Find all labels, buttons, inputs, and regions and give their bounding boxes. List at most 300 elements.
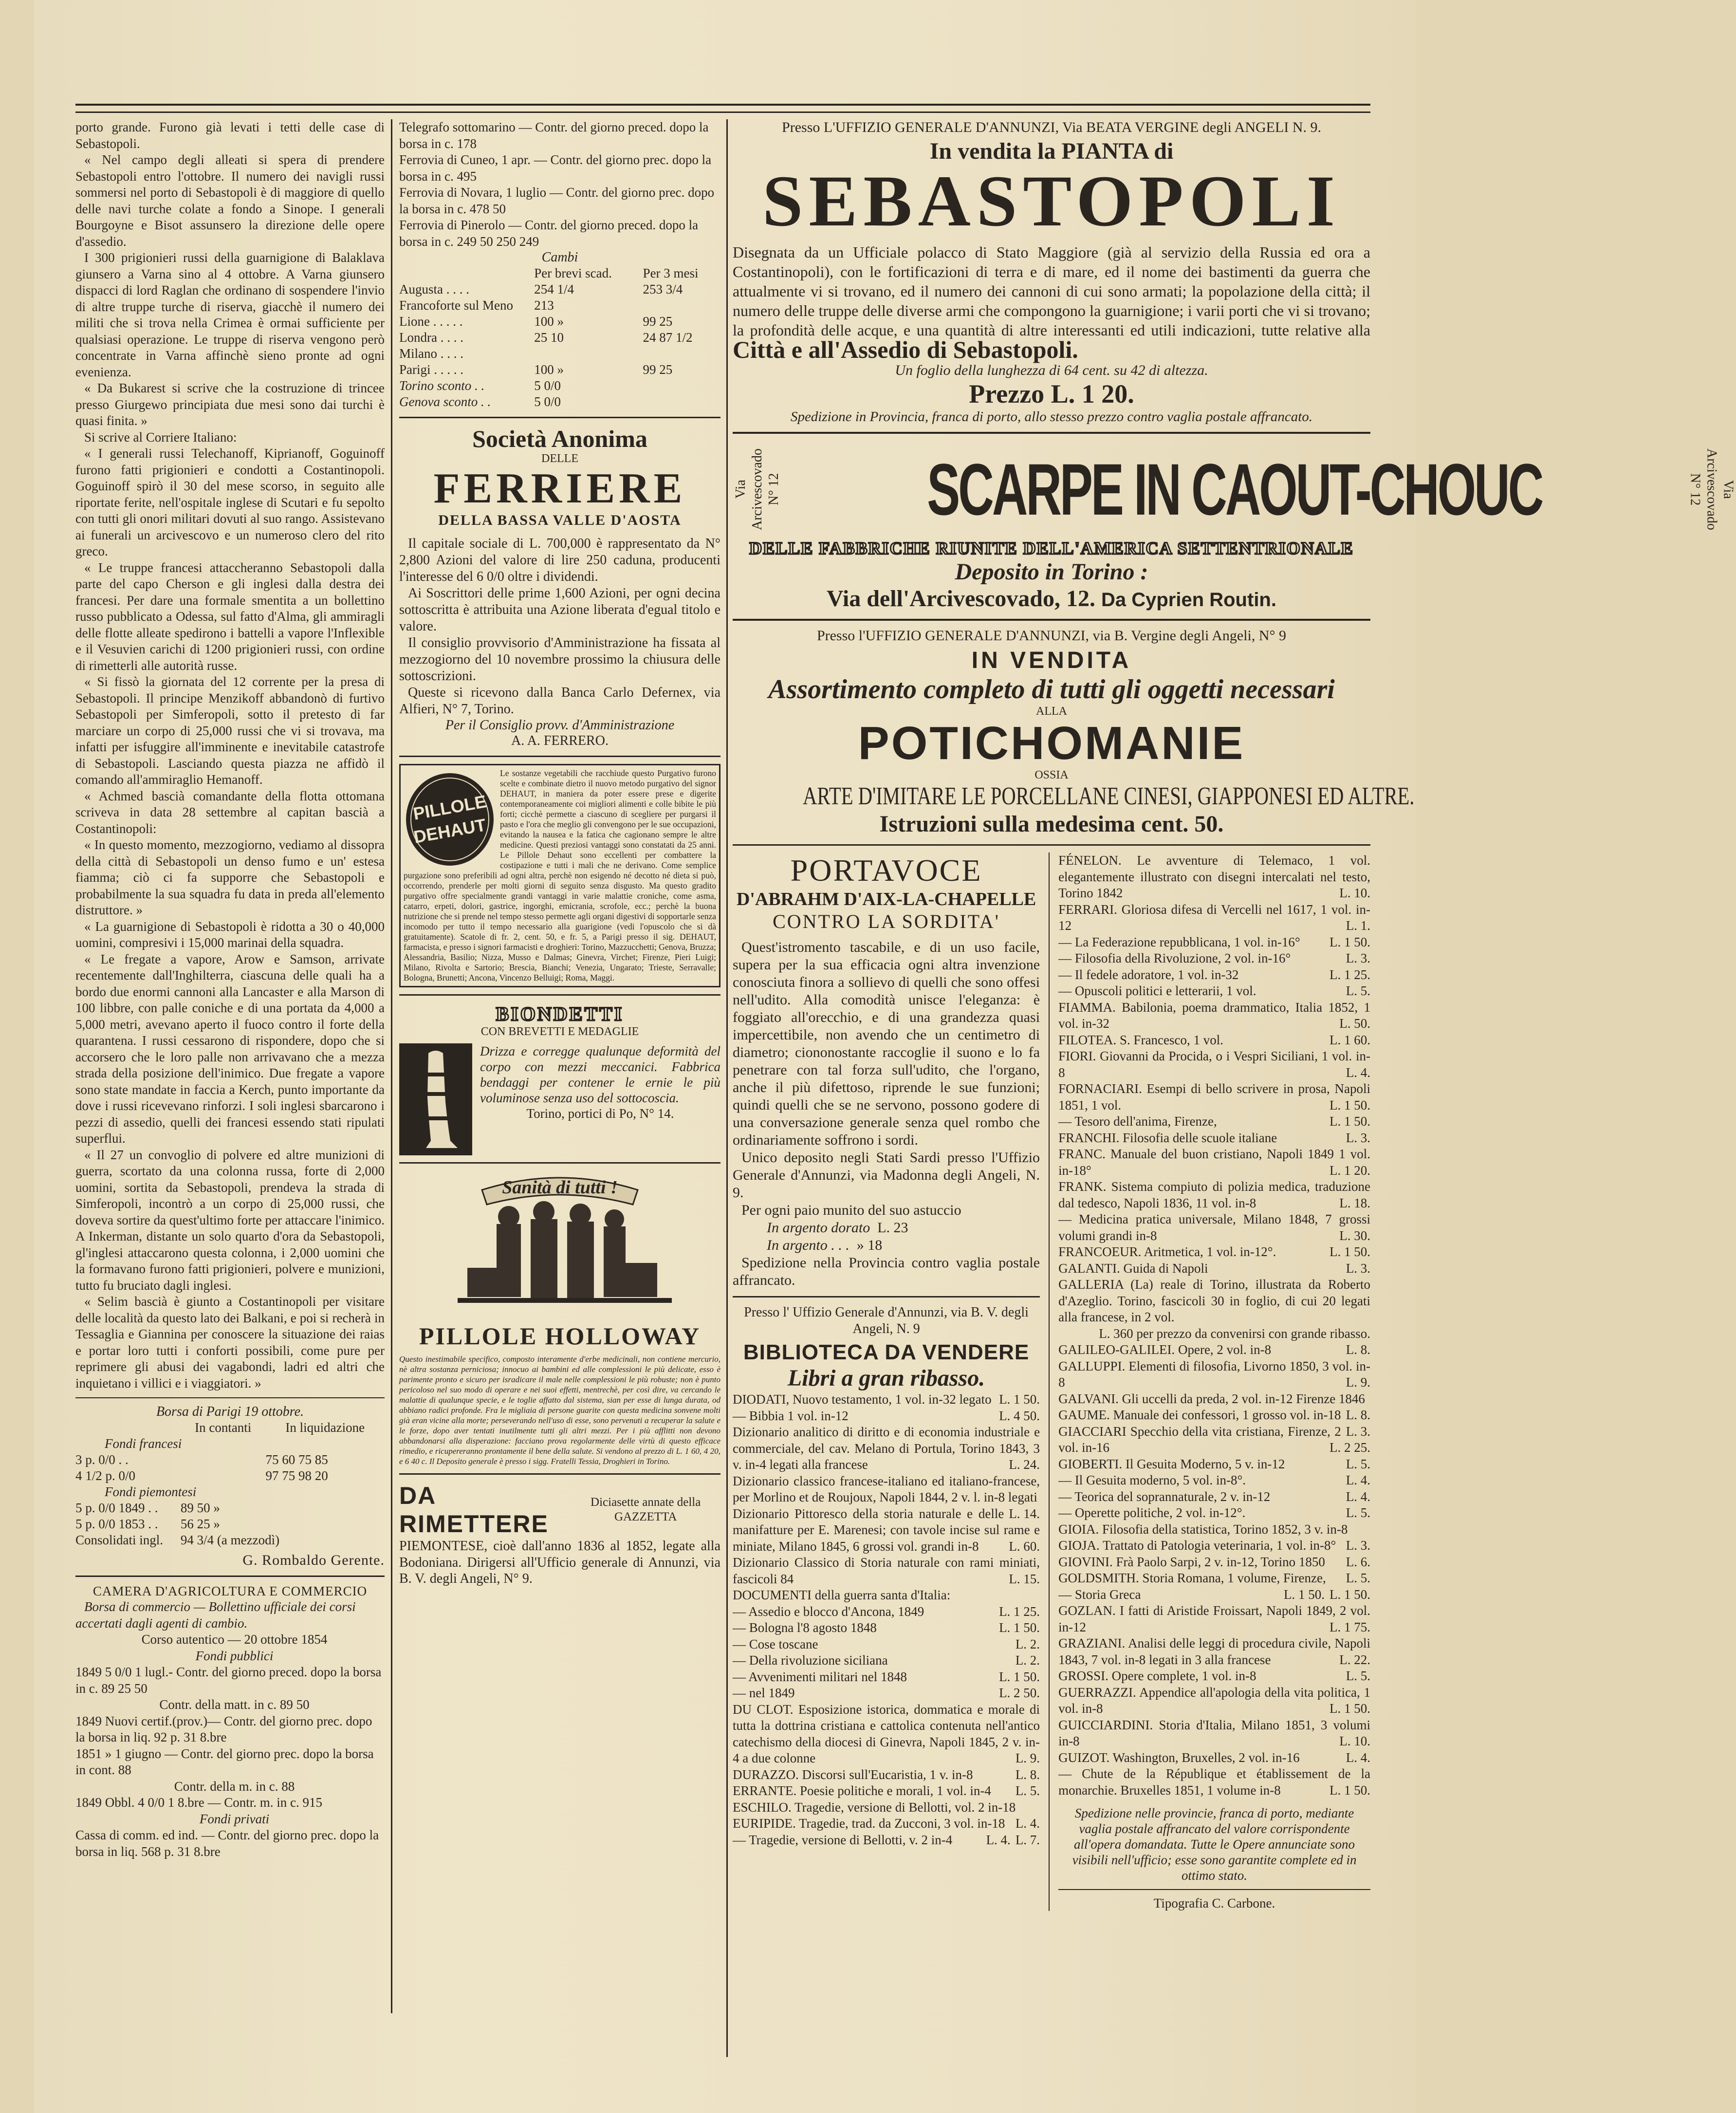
book-title: — nel 1849 xyxy=(733,1686,795,1700)
book-title: GALLUPPI. Elementi di filosofia, Livorno 1850, 3 vol. in-8 xyxy=(1058,1358,1370,1390)
paragraph: « Si fissò la giornata del 12 corrente per la presa di Sebastopoli. Il principe Menzikoff abbandonò di furtivo Sebastopoli per Simferopoli, sotto il pretesto di far marciare un corpo di 25,000 russi che vi si trovava, ma infatti per isfuggire all'imminente e inevitabile catastrofe di Sebastopoli. Lasciando questa piazza ne affidò il comando all'ammiraglio Hemanoff. xyxy=(75,674,385,787)
scarpe-subtitle: DELLE FABBRICHE RIUNITE DELL'AMERICA SETTENTRIONALE xyxy=(749,538,1354,558)
book-entry xyxy=(733,1408,1040,1425)
poti-istruzioni: Istruzioni sulla medesima cent. 50. xyxy=(879,811,1224,837)
book-entry xyxy=(1058,1146,1370,1179)
book-title: GIOVINI. Frà Paolo Sarpi, 2 v. in-12, Torino 1850 xyxy=(1058,1554,1325,1569)
paragraph: « I generali russi Telechanoff, Kiprianoff, Goguinoff furono fatti prigionieri e condotti a Costantinopoli. Goguinoff spirò il 30 del mese scorso, in seguito alle riportate ferite, nell'ospitale inglese di Scutari e fu sepolto con tutti gli onori militari dovuti al suo rango. Assistevano ai funerali un arcivescovo e un numeroso clero del rito greco. xyxy=(75,446,385,558)
book-entry xyxy=(1058,1505,1370,1521)
book-title: FILOTEA. S. Francesco, 1 vol. xyxy=(1058,1032,1224,1047)
paragraph: Ai Soscrittori delle prime 1,600 Azioni, per ogni decina sottoscritta è attribuita una Azione liberata d'egual titolo e valore. xyxy=(399,586,720,634)
book-entry xyxy=(1058,967,1370,983)
book-entry xyxy=(1058,1750,1370,1766)
header-rule xyxy=(75,104,1370,113)
book-price: L. 1 60. xyxy=(1330,1032,1370,1047)
book-title: GRAZIANI. Analisi delle leggi di procedura civile, Napoli 1843, 7 vol. in-8 legati in 3 alla francese xyxy=(1058,1636,1370,1667)
book-price: L. 4. xyxy=(1015,1816,1040,1831)
ferriere-title-2: DELLE xyxy=(541,452,578,465)
book-price: L. 10. xyxy=(1339,1734,1370,1748)
cell: 24 87 1/2 xyxy=(643,330,693,345)
book-price: L. 30. xyxy=(1339,1228,1370,1243)
office-line: Presso L'UFFIZIO GENERALE D'ANNUNZI, Via BEATA VERGINE degli ANGELI N. 9. xyxy=(782,119,1321,135)
book-price: L. 2 25. xyxy=(1330,1440,1370,1455)
price-value: L. 23 xyxy=(877,1220,908,1236)
portavoce-body xyxy=(733,939,1040,1289)
orthopedic-leg-icon xyxy=(399,1043,472,1155)
paragraph: « Le fregate a vapore, Arow e Samson, arrivate recentemente dall'Inghilterra, ciascuna delle quali ha a bordo due enormi cannoni alla Lancaster e alla Marson di 100 libbre, con palle coniche e di una portata da 4,000 a 5,000 metri, avevano aperto il fuoco contro il forte della quarantena. I russi cessarono di rispondere, dopo che si accorsero che le loro palle non arrivavano che a mezza strada della posizione dell'inimico. Due fregate a vapore sono state mandate in faccia a Kerch, punto importante da dove i russi ricevevano rinforzi. I soli inglesi sbarcarono i pezzi di assedio, quelli dei francesi essendo stati ripulati superflui. xyxy=(75,951,385,1146)
rimettere-text: PIEMONTESE, cioè dall'anno 1836 al 1852, legate alla Bodoniana. Dirigersi all'Ufficio generale di Annunzi, via B. V. degli Angeli, N° 9. xyxy=(399,1538,720,1586)
book-title: GOLDSMITH. Storia Romana, 1 volume, Firenze, xyxy=(1058,1571,1326,1585)
table-row xyxy=(399,314,720,330)
book-entry xyxy=(1058,1113,1370,1130)
book-entry xyxy=(1058,1048,1370,1081)
book-title: — Della rivoluzione siciliana xyxy=(733,1653,888,1668)
divider xyxy=(733,844,1370,846)
book-price: L. 6. xyxy=(1346,1554,1370,1569)
book-price: L. 8. xyxy=(1346,1408,1370,1422)
book-entry xyxy=(1058,950,1370,967)
paragraph: « Le truppe francesi attaccheranno Sebastopoli dalla parte del capo Cherson e gli inglesi dalla destra dei francesi. Per dare una formale smentita a un bollettino russo pubblicato a Odessa, sul fatto d'Alma, gli ammiragli delle flotte alleate spedirono i battelli a vapore l'Inflexible e il Vesuvien carichi di 1200 prigionieri russi, con ordine di rimetterli alle autorità russe. xyxy=(75,560,385,673)
cell: Milano . . . . xyxy=(399,346,463,361)
portavoce-sub2: CONTRO LA SORDITA' xyxy=(773,910,1000,932)
book-entry xyxy=(733,1652,1040,1669)
line: Contr. della m. in c. 88 xyxy=(174,1779,295,1794)
book-entry xyxy=(733,1669,1040,1686)
book-price: L. 8. xyxy=(1015,1767,1040,1782)
book-entry xyxy=(1058,1668,1370,1685)
ferriere-sign-name: A. A. FERRERO. xyxy=(511,733,609,748)
book-title: GALLERIA (La) reale di Torino, illustrata da Roberto d'Azeglio. Torino, fascicoli 30 in foglio, di cui 20 legati alla francese, in 2 vol. xyxy=(1058,1277,1370,1324)
book-entry xyxy=(733,1702,1040,1767)
pianta-title: SEBASTOPOLI xyxy=(762,161,1341,241)
book-title: — Cose toscane xyxy=(733,1636,818,1651)
cell xyxy=(534,346,643,362)
book-entry xyxy=(1058,1179,1370,1211)
book-entry xyxy=(733,1587,1040,1604)
cell xyxy=(181,1468,266,1484)
book-entry xyxy=(1058,902,1370,934)
ads-column-middle xyxy=(399,119,720,2067)
book-price: L. 8. xyxy=(1346,1342,1370,1357)
book-title: FIORI. Giovanni da Procida, o i Vespri Siciliani, 1 vol. in-8 xyxy=(1058,1049,1370,1080)
book-price: L. 1 25. xyxy=(1330,967,1370,982)
book-entry xyxy=(1058,1211,1370,1244)
book-price: L. 4. xyxy=(1346,1489,1370,1504)
poti-arte: ARTE D'IMITARE LE PORCELLANE CINESI, GIAPPONESI ED ALTRE. xyxy=(803,782,1415,810)
book-entry xyxy=(1058,1407,1370,1439)
book-title: DURAZZO. Discorsi sull'Eucaristia, 1 v. in-8 xyxy=(733,1767,973,1782)
book-entry xyxy=(1058,1277,1370,1341)
cell xyxy=(266,1500,385,1516)
cell xyxy=(181,1452,266,1468)
cell: 5 p. 0/0 1853 . . xyxy=(75,1517,158,1531)
book-title: GALILEO-GALILEI. Opere, 2 vol. in-8 xyxy=(1058,1342,1272,1357)
table-row xyxy=(399,346,720,362)
book-title: GOZLAN. I fatti di Aristide Froissart, Napoli 1849, 2 vol. in-12 xyxy=(1058,1603,1370,1634)
table-row xyxy=(399,378,720,394)
poti-alla: ALLA xyxy=(1036,705,1067,718)
lower-right xyxy=(1050,853,1370,1911)
book-price: L. 4. xyxy=(1346,1473,1370,1487)
pianta-price: Prezzo L. 1 20. xyxy=(969,379,1134,408)
book-price: L. 5. xyxy=(1346,1456,1370,1471)
book-title: GALANTI. Guida di Napoli xyxy=(1058,1260,1208,1276)
cell: Augusta . . . . xyxy=(399,282,469,297)
book-title: DU CLOT. Esposizione istorica, dommatica e morale di tutta la dottrina cristiana e cattolica contenuta nell'antico catechismo della diocesi di Ginevra, Napoli 1845, 2 v. in-4 a due colonne xyxy=(733,1702,1040,1765)
ferriere-title-1: Società Anonima xyxy=(472,425,647,452)
line: 1849 5 0/0 1 lugl.- Contr. del giorno preced. dopo la borsa in c. 89 25 50 xyxy=(75,1665,382,1696)
book-entry xyxy=(733,1424,1040,1473)
book-price: L. 3. xyxy=(1346,1260,1370,1276)
cell: 99 25 xyxy=(643,314,673,329)
book-entry xyxy=(1058,1472,1370,1489)
book-price: L. 5. xyxy=(1015,1783,1040,1798)
pillole-dehaut-ad xyxy=(399,764,720,987)
price-value: » 18 xyxy=(856,1237,883,1253)
book-title: — Avvenimenti militari nel 1848 xyxy=(733,1669,907,1684)
book-price: L. 3. xyxy=(1346,951,1370,965)
cell: 254 1/4 xyxy=(534,282,574,297)
lower-ads xyxy=(733,853,1370,1911)
cell xyxy=(643,346,720,362)
book-title: — Opuscoli politici e letterarii, 1 vol. xyxy=(1058,983,1256,998)
book-price: L. 50. xyxy=(1339,1016,1370,1031)
biondetti-address: Torino, portici di Po, N° 14. xyxy=(526,1106,674,1121)
pillole-dehaut-logo xyxy=(404,768,496,871)
table-row xyxy=(399,362,720,378)
book-entry xyxy=(733,1473,1040,1521)
ferriere-ad xyxy=(399,425,720,749)
cell: Torino sconto . . xyxy=(399,378,485,393)
book-title: — La Federazione repubblicana, 1 vol. in-16° xyxy=(1058,934,1300,949)
book-price: L. 1 50. xyxy=(1330,1587,1370,1602)
scarpe-side-right: Via Arcivescovado N° 12 xyxy=(1687,448,1736,530)
line: Ferrovia di Pinerolo — Contr. del giorno preced. dopo la borsa in c. 249 50 250 249 xyxy=(399,218,699,249)
book-title: — Chute de la République et établissement de la monarchie. Bruxelles 1851, 1 volume in-8 xyxy=(1058,1766,1370,1798)
book-title: — Bologna l'8 agosto 1848 xyxy=(733,1620,877,1635)
book-price: L. 3. xyxy=(1346,1538,1370,1553)
book-entry xyxy=(733,1832,1040,1849)
scarpe-ad xyxy=(733,441,1736,538)
paragraph: « Il 27 un convoglio di polvere ed altre munizioni di guerra, scortato da una colonna russa, forte di 2,000 uomini, sortita da Sebastopoli, prendeva la strada di Simferopoli, incontrò a un corpo di 25,000 russi, che doveva sortire da quest'ultimo forte per attaccare l'inimico. A Inkerman, distante un solo quarto d'ora da Sebastopoli, gl'inglesi attaccarono questa colonna, i 2,000 uomini che la formavano furono fatti prigionieri, polvere e munizioni, tutto fu bruciato dagli inglesi. xyxy=(75,1147,385,1293)
book-price: L. 1 50. xyxy=(999,1669,1040,1684)
book-title: DIODATI, Nuovo testamento, 1 vol. in-32 legato xyxy=(733,1392,992,1407)
divider xyxy=(1058,1889,1370,1890)
rimettere-title: DA RIMETTERE xyxy=(399,1482,549,1538)
book-title: EURIPIDE. Tragedie, trad. da Zucconi, 3 vol. in-18 xyxy=(733,1816,1005,1831)
cell: 97 75 98 20 xyxy=(265,1468,328,1483)
table-row xyxy=(75,1500,385,1516)
book-title: — Il Gesuita moderno, 5 vol. in-8°. xyxy=(1058,1473,1246,1487)
book-entry xyxy=(1058,1489,1370,1505)
camera-title: CAMERA D'AGRICOLTURA E COMMERCIO xyxy=(92,1584,368,1598)
line: Cassa di comm. ed ind. — Contr. del giorno prec. dopo la borsa in liq. 568 p. 31 8.bre xyxy=(75,1828,379,1859)
table-row xyxy=(399,330,720,346)
book-entry xyxy=(1058,1587,1370,1603)
paragraph: « Selim bascià è giunto a Costantinopoli per visitare delle località da questo lato dei Balkani, e poi si recherà in Tessaglia e Giannina per conoscere la situazione dei raias e portar loro tutti i conforti possibili, come pure per reprimere gli abusi dei vagabondi, ladri ed altri che inquietano i villici e i viaggiatori. » xyxy=(75,1294,385,1390)
line: Fondi pubblici xyxy=(195,1648,274,1663)
paragraph: porto grande. Furono già levati i tetti delle case di Sebastopoli. xyxy=(75,120,385,151)
price-label: In argento dorato xyxy=(767,1220,870,1236)
paragraph: « In questo momento, mezzogiorno, vediamo al dissopra della città di Sebastopoli un denso fumo e un' estesa fiamma; ciò ci fa supporre che Sebastopoli e probabilmente la sua squadra fu data in preda all'elemento distruttore. » xyxy=(75,837,385,917)
table-row xyxy=(75,1468,385,1484)
cell: 5 p. 0/0 1849 . . xyxy=(75,1501,158,1515)
line: Contr. della matt. in c. 89 50 xyxy=(159,1697,310,1712)
scarpe-side-left: Via Arcivescovado N° 12 xyxy=(733,448,781,530)
book-price: L. 15. xyxy=(1009,1571,1040,1586)
book-title: — Tragedie, versione di Bellotti, v. 2 in-4 xyxy=(733,1832,953,1847)
book-title: GIOIA. Filosofia della statistica, Torino 1852, 3 v. in-8 xyxy=(1058,1521,1348,1537)
book-title: FRANC. Manuale del buon cristiano, Napoli 1849 1 vol. in-18° xyxy=(1058,1147,1370,1178)
book-title: GALVANI. Gli uccelli da preda, 2 vol. in-12 Firenze 1846 xyxy=(1058,1391,1365,1406)
cell: Lione . . . . . xyxy=(399,314,463,329)
book-entry xyxy=(733,1555,1040,1587)
book-price: L. 3. xyxy=(1346,1424,1370,1439)
book-title: DOCUMENTI della guerra santa d'Italia: xyxy=(733,1588,951,1602)
cell: 94 3/4 (a mezzodì) xyxy=(180,1533,280,1547)
book-entry xyxy=(733,1685,1040,1702)
line: Borsa di commercio — Bollettino ufficiale dei corsi accertati dagli agenti di cambio. xyxy=(75,1599,356,1631)
potichomanie-ad xyxy=(733,628,1415,837)
book-price: L. 5. xyxy=(1346,1571,1370,1585)
biondetti-sub: CON BREVETTI E MEDAGLIE xyxy=(480,1025,639,1038)
book-price: L. 1 25. xyxy=(999,1604,1040,1619)
poti-ossia: OSSIA xyxy=(1034,769,1069,781)
book-entry xyxy=(1058,1358,1370,1391)
book-entry xyxy=(1058,1424,1370,1456)
paragraph: Il capitale sociale di L. 700,000 è rappresentato da N° 2,800 Azioni del valore di lire 250 caduna, producenti l'interesse del 6 0/0 oltre i dividendi. xyxy=(399,536,720,584)
cell xyxy=(643,378,720,394)
paragraph: Quest'istromento tascabile, e di un uso facile, supera per la sua efficacia ogni altra invenzione conosciuta finora a sollievo di quelli che sono offesi nell'udito. Alla comodità unisce l'eleganza: è foggiato all'orecchio, e di una grandezza quasi impercettibile, non avendo che un centimetro di diametro; ciononostante raccoglie il suono e lo fa penetrare con tal forza sull'udito, che l'organo, anche il più difettoso, riprende le sue funzioni; quindi quelli che se ne servono, possono godere di una conversazione generale senza quel rombo che ordinariamente soffrono i sordi. xyxy=(733,939,1040,1148)
book-entry xyxy=(1058,934,1370,951)
book-list xyxy=(1058,853,1370,1798)
portavoce-ad xyxy=(733,853,1040,1289)
book-price: L. 1 50. xyxy=(1284,1587,1325,1602)
sebastopoli-ad xyxy=(733,119,1370,425)
book-price: L. 1 50. xyxy=(1330,934,1370,949)
book-price: L. 2 50. xyxy=(999,1686,1040,1700)
table-row xyxy=(399,394,720,410)
camera-bulletin xyxy=(75,1599,385,1860)
book-title: GAUME. Manuale dei confessori, 1 grosso vol. in-18 xyxy=(1058,1408,1341,1422)
divider xyxy=(399,1162,720,1164)
biondetti-ad xyxy=(399,1002,720,1155)
book-title: GUIZOT. Washington, Bruxelles, 2 vol. in-16 xyxy=(1058,1750,1300,1765)
paragraph: Il consiglio provvisorio d'Amministrazione ha fissata al mezzogiorno del 10 novembre prossimo la chiusura delle sottoscrizioni. xyxy=(399,635,720,684)
line: Corso autentico — 20 ottobre 1854 xyxy=(141,1632,328,1647)
scarpe-title: SCARPE IN CAOUT-CHOUC xyxy=(927,448,1542,530)
paragraph: Per ogni paio munito del suo astuccio xyxy=(741,1202,961,1218)
book-entry xyxy=(733,1783,1040,1799)
line: Telegrafo sottomarino — Contr. del giorno preced. dopo la borsa in c. 178 xyxy=(399,120,709,151)
book-price: L. 7. xyxy=(1015,1832,1040,1847)
book-title: GIOJA. Trattato di Patologia veterinaria, 1 vol. in-8° xyxy=(1058,1538,1336,1553)
price-row xyxy=(733,1237,1040,1254)
cell: 213 xyxy=(534,298,554,313)
gerente-signature: G. Rombaldo Gerente. xyxy=(242,1552,385,1568)
book-title: — Storia Greca xyxy=(1058,1587,1141,1602)
paragraph: « Nel campo degli alleati si spera di prendere Sebastopoli entro l'ottobre. Il numero dei navigli russi sommersi nel porto di Sebastopoli è di maggiore di quello delle navi turche colate a fondo a Sinope. I generali Bourgoyne e Bisot assunsero la direzione delle opere d'assedio. xyxy=(75,152,385,249)
book-title: — Bibbia 1 vol. in-12 xyxy=(733,1408,849,1423)
book-price: L. 4. xyxy=(986,1832,1011,1847)
paragraph: I 300 prigionieri russi della guarnigione di Balaklava giunsero a Varna sino al 4 ottobre. A Varna giunsero dispacci di lord Raglan che ordinano di sospendere l'invio di altre truppe turche di riserva, giacchè il numero dei militi che si trova nella Crimea è ormai sufficiente per qualsiasi operazione. Le truppe di riserva vengono però concentrate in Varna affinchè sieno pronte ad ogni evenienza. xyxy=(75,250,385,379)
book-entry xyxy=(733,1391,1040,1408)
pianta-subtitle: In vendita la PIANTA di xyxy=(929,138,1174,164)
pillole-logo-text: PILLOLE xyxy=(411,791,488,824)
line: 1849 Nuovi certif.(prov.)— Contr. del giorno prec. dopo la borsa in liq. 92 p. 31 8.bre xyxy=(75,1713,372,1744)
book-price: L. 5. xyxy=(1346,1505,1370,1520)
book-title: — Assedio e blocco d'Ancona, 1849 xyxy=(733,1604,924,1619)
book-entry xyxy=(1058,1000,1370,1032)
book-entry xyxy=(733,1620,1040,1636)
book-entry xyxy=(1058,1635,1370,1668)
paragraph: « Da Bukarest si scrive che la costruzione di trincee presso Giurgewo principiata due mesi sono dai turchi è quasi finita. » xyxy=(75,381,385,428)
table-row xyxy=(399,297,720,314)
table-row xyxy=(75,1452,385,1468)
book-entry xyxy=(733,1636,1040,1653)
column-header: Per 3 mesi xyxy=(643,266,699,280)
line: Ferrovia di Novara, 1 luglio — Contr. del giorno prec. dopo la borsa in c. 478 50 xyxy=(399,185,715,216)
dehaut-logo-text: DEHAUT xyxy=(412,815,488,847)
book-title: — Operette politiche, 2 vol. in-12°. xyxy=(1058,1505,1246,1520)
cell: Londra . . . . xyxy=(399,330,463,345)
cell: 89 50 » xyxy=(180,1501,220,1515)
book-price: L. 9. xyxy=(1015,1751,1040,1765)
book-entry xyxy=(1058,1244,1370,1260)
cell xyxy=(643,297,720,314)
book-price: L. 1 50. xyxy=(1330,1114,1370,1129)
paragraph: Spedizione nella Provincia contro vaglia postale affrancato. xyxy=(733,1255,1040,1288)
book-title: ESCHILO. Tragedie, versione di Bellotti, vol. 2 in-18 xyxy=(733,1799,1016,1815)
book-title: GIACCIARI Specchio della vita cristiana, Firenze, 2 vol. in-16 xyxy=(1058,1424,1341,1455)
divider xyxy=(399,756,720,757)
portavoce-sub1: D'ABRAHM D'AIX-LA-CHAPELLE xyxy=(736,889,1036,909)
poti-office: Presso l'UFFIZIO GENERALE D'ANNUNZI, via B. Vergine degli Angeli, N° 9 xyxy=(816,628,1287,644)
book-title: — Teorica del soprannaturale, 2 v. in-12 xyxy=(1058,1489,1271,1504)
book-price: L. 5. xyxy=(1346,983,1370,998)
line: Ferrovia di Cuneo, 1 apr. — Contr. del giorno prec. dopo la borsa in c. 495 xyxy=(399,152,712,184)
book-price: L. 1 75. xyxy=(1330,1619,1370,1634)
cell: Francoforte sul Meno xyxy=(399,298,513,313)
ferriere-title-3: FERRIERE xyxy=(433,465,686,512)
pianta-shipping: Spedizione in Provincia, franca di porto, allo stesso prezzo contro vaglia postale affrancato. xyxy=(790,409,1313,425)
book-title: FRANCHI. Filosofia delle scuole italiane xyxy=(1058,1130,1277,1145)
book-title: FIAMMA. Babilonia, poema drammatico, Italia 1852, 1 vol. in-32 xyxy=(1058,1000,1370,1031)
cell: 5 0/0 xyxy=(534,378,561,393)
book-title: Dizionario analitico di diritto e di economia industriale e commerciale, del cav. Melano di Portula, Torino 1843, 3 v. in-4 legati alla francese xyxy=(733,1425,1040,1472)
biondetti-text: Drizza e corregge qualunque deformità del corpo con mezzi meccanici. Fabbrica bendaggi per contener le ernie le più voluminose senza uso del sottocoscia. xyxy=(480,1044,720,1105)
book-price: L. 3. xyxy=(1346,1130,1370,1145)
divider xyxy=(75,1575,385,1577)
paragraph: « La guarnigione di Sebastopoli è ridotta a 30 o 40,000 uomini, compresivi i 15,000 marinai della squadra. xyxy=(75,919,385,950)
book-entry xyxy=(733,1767,1040,1783)
price-row xyxy=(733,1219,1040,1237)
book-entry xyxy=(1058,1717,1370,1750)
biondetti-title: BIONDETTI xyxy=(496,1003,624,1025)
book-entry xyxy=(1058,1603,1370,1635)
book-price: L. 1 50. xyxy=(1330,1782,1370,1798)
table-row: Fondi francesi xyxy=(105,1436,182,1451)
book-price: L. 18. xyxy=(1339,1195,1370,1210)
cell: 25 10 xyxy=(534,330,564,345)
price-label: In argento . . . xyxy=(767,1237,850,1253)
rail-quotes xyxy=(399,119,720,250)
ferriere-title-4: DELLA BASSA VALLE D'AOSTA xyxy=(438,512,682,528)
book-entry xyxy=(733,1506,1040,1555)
pianta-bold: Città e all'Assedio di Sebastopoli. xyxy=(733,336,1078,363)
line: 1849 Obbl. 4 0/0 1 8.bre — Contr. m. in c. 915 xyxy=(75,1795,322,1810)
book-entry xyxy=(1058,1456,1370,1473)
book-price: L. 1 50. xyxy=(999,1392,1040,1407)
cell: 3 p. 0/0 . . xyxy=(75,1452,129,1467)
cell: 100 » xyxy=(534,314,564,329)
ads-column-right xyxy=(733,119,1736,2067)
book-title: GUICCIARDINI. Storia d'Italia, Milano 1851, 3 volumi in-8 xyxy=(1058,1717,1370,1748)
cell: 100 » xyxy=(534,362,564,377)
book-title: — Tesoro dell'anima, Firenze, xyxy=(1058,1114,1217,1129)
paragraph: Unico deposito negli Stati Sardi presso l'Uffizio Generale d'Annunzi, via Madonna degli Angeli, N. 9. xyxy=(733,1149,1040,1201)
book-title: — Medicina pratica universale, Milano 1848, 7 grossi volumi grandi in-8 xyxy=(1058,1212,1370,1243)
cell: 4 1/2 p. 0/0 xyxy=(75,1468,136,1483)
ferriere-sign: Per il Consiglio provv. d'Amministrazione xyxy=(445,718,675,733)
cell: 253 3/4 xyxy=(643,282,683,297)
book-price: L. 10. xyxy=(1339,886,1370,900)
cell: Consolidati ingl. xyxy=(75,1533,164,1547)
book-title: FRANCOEUR. Aritmetica, 1 vol. in-12°. xyxy=(1058,1244,1276,1259)
book-title: GUERRAZZI. Appendice all'apologia della vita politica, 1 vol. in-8 xyxy=(1058,1685,1370,1716)
book-price: L. 4. xyxy=(1346,1065,1370,1080)
cell: Parigi . . . . . xyxy=(399,362,463,377)
book-price: L. 14. xyxy=(1009,1506,1040,1521)
book-price: L. 2. xyxy=(1015,1636,1040,1651)
book-title: FERRARI. Gloriosa difesa di Vercelli nel 1617, 1 vol. in-12 xyxy=(1058,902,1370,933)
line: Fondi privati xyxy=(199,1811,270,1826)
cell: 99 25 xyxy=(643,362,673,377)
column-header: In liquidazione xyxy=(285,1420,365,1435)
book-title: FÉNELON. Le avventure di Telemaco, 1 vol. elegantemente illustrato con disegni intercalati nel testo, Torino 1842 xyxy=(1058,853,1370,900)
book-title: ERRANTE. Poesie politiche e morali, 1 vol. in-4 xyxy=(733,1783,991,1798)
pillole-dehaut-text: Le sostanze vegetabili che racchiude questo Purgativo furono scelte e combinate dietro il nuovo metodo purgativo del signor DEHAUT, in maniera da poter essere prese e digerite contemporaneamente coi migliori alimenti e colle bibite le più forti; cicchè permette a ciascuno di scegliere per purgarsi il pasto e l'ora che meglio gli convengono per le sue occupazioni, evitando la nausea e la fatica che cagionano sempre le altre medicine. Questi preziosi vantaggi sono constatati da 25 anni. Le Pillole Dehaut sono eccellenti per combattere la costipazione e tutti i mali che ne derivano. Come semplice purgazione sono preferibili ad ogni altra, perchè non esigendo né decotto né dieta si può, occorrendo, prenderle per molti giorni di seguito senza disgusto. Ma questo gradito purgativo offre specialmente grandi vantaggi in varie malattie croniche, come asma, catarro, erpeti, dolori, gastrice, ingorghi, emicrania, scrofole, ecc.; perchè la buona nutrizione che si prende nel tempo stesso permette agli organi digestivi di sopportarle senza incomodo per tutto il tempo necessario alla guarigione (vedi l'opuscolo che si dà gratuitamente). Scatole di fr. 2, cent. 50, e fr. 5, a Parigi presso il sig. DEHAUT, farmacista, e presso i signori farmacisti e droghieri: Torino, Mazzucchetti; Genova, Bruzza; Alessandria, Basilio; Nizza, Musso e Dalmas; Ginevra, Virchet; Firenze, Pieri Luigi; Milano, Rivolta e Sartorio; Brescia, Bianchi; Venezia, Ungarato; Trieste, Serravalle; Bologna, Brunetti; Ancona, Vincenzo Belluigi; Roma, Maggi. xyxy=(404,768,716,982)
book-entry xyxy=(1058,1260,1370,1277)
book-price: L. 9. xyxy=(1346,1375,1370,1390)
book-price: L. 360 per prezzo da convenirsi con grande ribasso. xyxy=(1099,1326,1370,1341)
cell: 75 60 75 85 xyxy=(265,1452,328,1467)
holloway-text: Questo inestimabile specifico, composto interamente d'erbe medicinali, non contiene mercurio, nè altra sostanza perniciosa; innocuo ai bambini ed alle complessioni le più delicate, esso è parimente pronto e sicuro per isradicare il male nelle complessioni le più robuste; non è punto pericoloso nel suo modo di operare e nei suoi effetti, mentrechè, per così dire, va cercando le malattie di qualunque specie, e le toglie affatto dal sistema, sian per esse di lunga durata, od abbiano radici profonde. Fra le migliaia di persone guarite con questa medicina sonvene molti già eran vicine alla morte; perseverando nell'uso di esse, sono pervenuti a recuperar la salute e le forze, dopo aver tentati inutilmente tutti gli altri mezzi. Per i più afflitti non devono abbandonarsi alla disperazione: facciano prova regolarmente delle virtù di questo efficace rimedio, e ricupereranno prontamente il bene della salute. Si vendono al prezzo di L. 1 60, 4 20, e 6 40 c. Il Deposito generale è presso i sigg. Fratelli Tessia, Droghieri in Torino. xyxy=(399,1354,720,1466)
divider xyxy=(399,1473,720,1475)
divider xyxy=(399,994,720,996)
holloway-banner: Sanità di tutti ! xyxy=(502,1177,618,1198)
book-price: L. 22. xyxy=(1339,1652,1370,1667)
cell xyxy=(266,1516,385,1532)
tipografia: Tipografia C. Carbone. xyxy=(1153,1896,1275,1910)
book-price: L. 2. xyxy=(1015,1653,1040,1668)
biblio-subtitle: Libri a gran ribasso. xyxy=(787,1365,985,1391)
books-note: Spedizione nelle provincie, franca di porto, mediante vaglia postale affrancato del valore corrispondente all'opera domandata. Tutte le Opere annunciate sono visibili nell'ufficio; esse sono garantite complete ed in ottimo stato. xyxy=(1072,1806,1357,1883)
cell xyxy=(643,394,720,410)
book-price: L. 1 50. xyxy=(1330,1701,1370,1716)
pianta-text xyxy=(733,242,1370,362)
holloway-ad xyxy=(399,1170,720,1466)
book-price: L. 1 20. xyxy=(1330,1163,1370,1178)
book-entry xyxy=(1058,1766,1370,1798)
divider xyxy=(733,619,1370,621)
table-row xyxy=(75,1532,385,1548)
cell: 5 0/0 xyxy=(534,394,561,409)
book-list xyxy=(733,1391,1040,1848)
news-article xyxy=(75,119,385,1391)
cambi-title: Cambi xyxy=(541,250,578,265)
divider xyxy=(733,1296,1040,1297)
